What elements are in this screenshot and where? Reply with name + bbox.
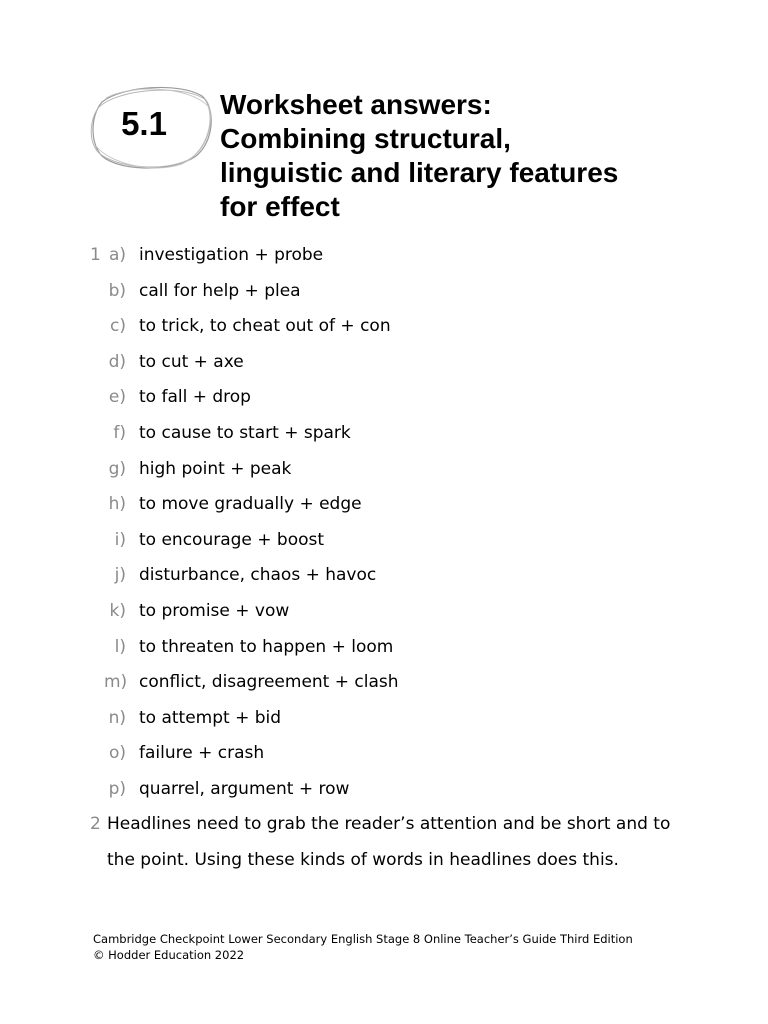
answer-text: investigation + probe	[139, 245, 324, 265]
answer-letter: m)	[104, 672, 128, 693]
title-line: Combining structural,	[220, 123, 511, 154]
answer-text: call for help + plea	[139, 280, 301, 301]
answer-letter: o)	[108, 743, 126, 764]
answer-text: quarrel, argument + row	[139, 778, 350, 799]
answer-letter: p)	[108, 778, 126, 799]
answer-letter: d)	[108, 351, 126, 372]
answer-item-p	[0, 772, 768, 808]
footer-book-title: Cambridge Checkpoint Lower Secondary English Stage 8 Online Teacher’s Guide Third Edition	[93, 932, 633, 946]
answer-letter: e)	[108, 387, 126, 408]
title-line: linguistic and literary features	[220, 157, 619, 188]
answer-item-a	[0, 238, 768, 274]
answer-line: the point. Using these kinds of words in headlines does this.	[107, 849, 619, 870]
question-2-answer	[107, 807, 707, 878]
question-number: 2	[90, 814, 101, 834]
answer-text: to move gradually + edge	[139, 494, 362, 515]
answer-letter: b)	[108, 280, 126, 301]
answer-item-n	[0, 701, 768, 737]
answer-item-m	[0, 665, 768, 701]
answer-text: to threaten to happen + loom	[139, 636, 394, 657]
answer-item-j	[0, 558, 768, 594]
answer-letter: l)	[114, 636, 126, 657]
answer-item-f	[0, 416, 768, 452]
answer-letter: i)	[114, 529, 126, 550]
answer-text: to attempt + bid	[139, 707, 282, 728]
answer-letter: j)	[114, 565, 126, 586]
answer-item-e	[0, 380, 768, 416]
answer-letter: a)	[108, 245, 126, 265]
answer-letter: c)	[110, 316, 126, 337]
answer-text: to cause to start + spark	[139, 422, 351, 443]
footer-copyright: © Hodder Education 2022	[93, 948, 245, 962]
answer-text: high point + peak	[139, 458, 292, 479]
section-number: 5.1	[121, 105, 167, 142]
answer-text: to encourage + boost	[139, 529, 325, 550]
answer-item-o	[0, 736, 768, 772]
answer-item-b	[0, 274, 768, 310]
answer-list	[0, 238, 768, 808]
title-line: Worksheet answers:	[220, 89, 492, 120]
answer-text: to fall + drop	[139, 387, 251, 408]
question-number: 1	[90, 245, 101, 265]
answer-text: to trick, to cheat out of + con	[139, 316, 391, 337]
answer-letter: n)	[108, 707, 126, 728]
answer-letter: k)	[109, 600, 126, 621]
answer-text: conflict, disagreement + clash	[139, 672, 399, 693]
title-line: for effect	[220, 191, 340, 222]
answer-text: to promise + vow	[139, 600, 290, 621]
answer-item-l	[0, 630, 768, 666]
answer-text: failure + crash	[139, 743, 265, 764]
answer-letter: f)	[113, 422, 126, 443]
question-2	[0, 807, 768, 879]
section-badge	[88, 80, 214, 172]
answer-line: Headlines need to grab the reader’s attention and be short and to	[107, 814, 671, 834]
answer-item-g	[0, 452, 768, 488]
answer-text: disturbance, chaos + havoc	[139, 565, 377, 586]
answer-letter: g)	[108, 458, 126, 479]
answer-letter: h)	[108, 494, 126, 515]
answer-text: to cut + axe	[139, 351, 244, 372]
answer-item-k	[0, 594, 768, 630]
page-footer	[93, 931, 633, 963]
page-title	[220, 88, 740, 224]
answer-item-c	[0, 309, 768, 345]
answer-item-h	[0, 487, 768, 523]
answer-item-d	[0, 345, 768, 381]
answer-item-i	[0, 523, 768, 559]
